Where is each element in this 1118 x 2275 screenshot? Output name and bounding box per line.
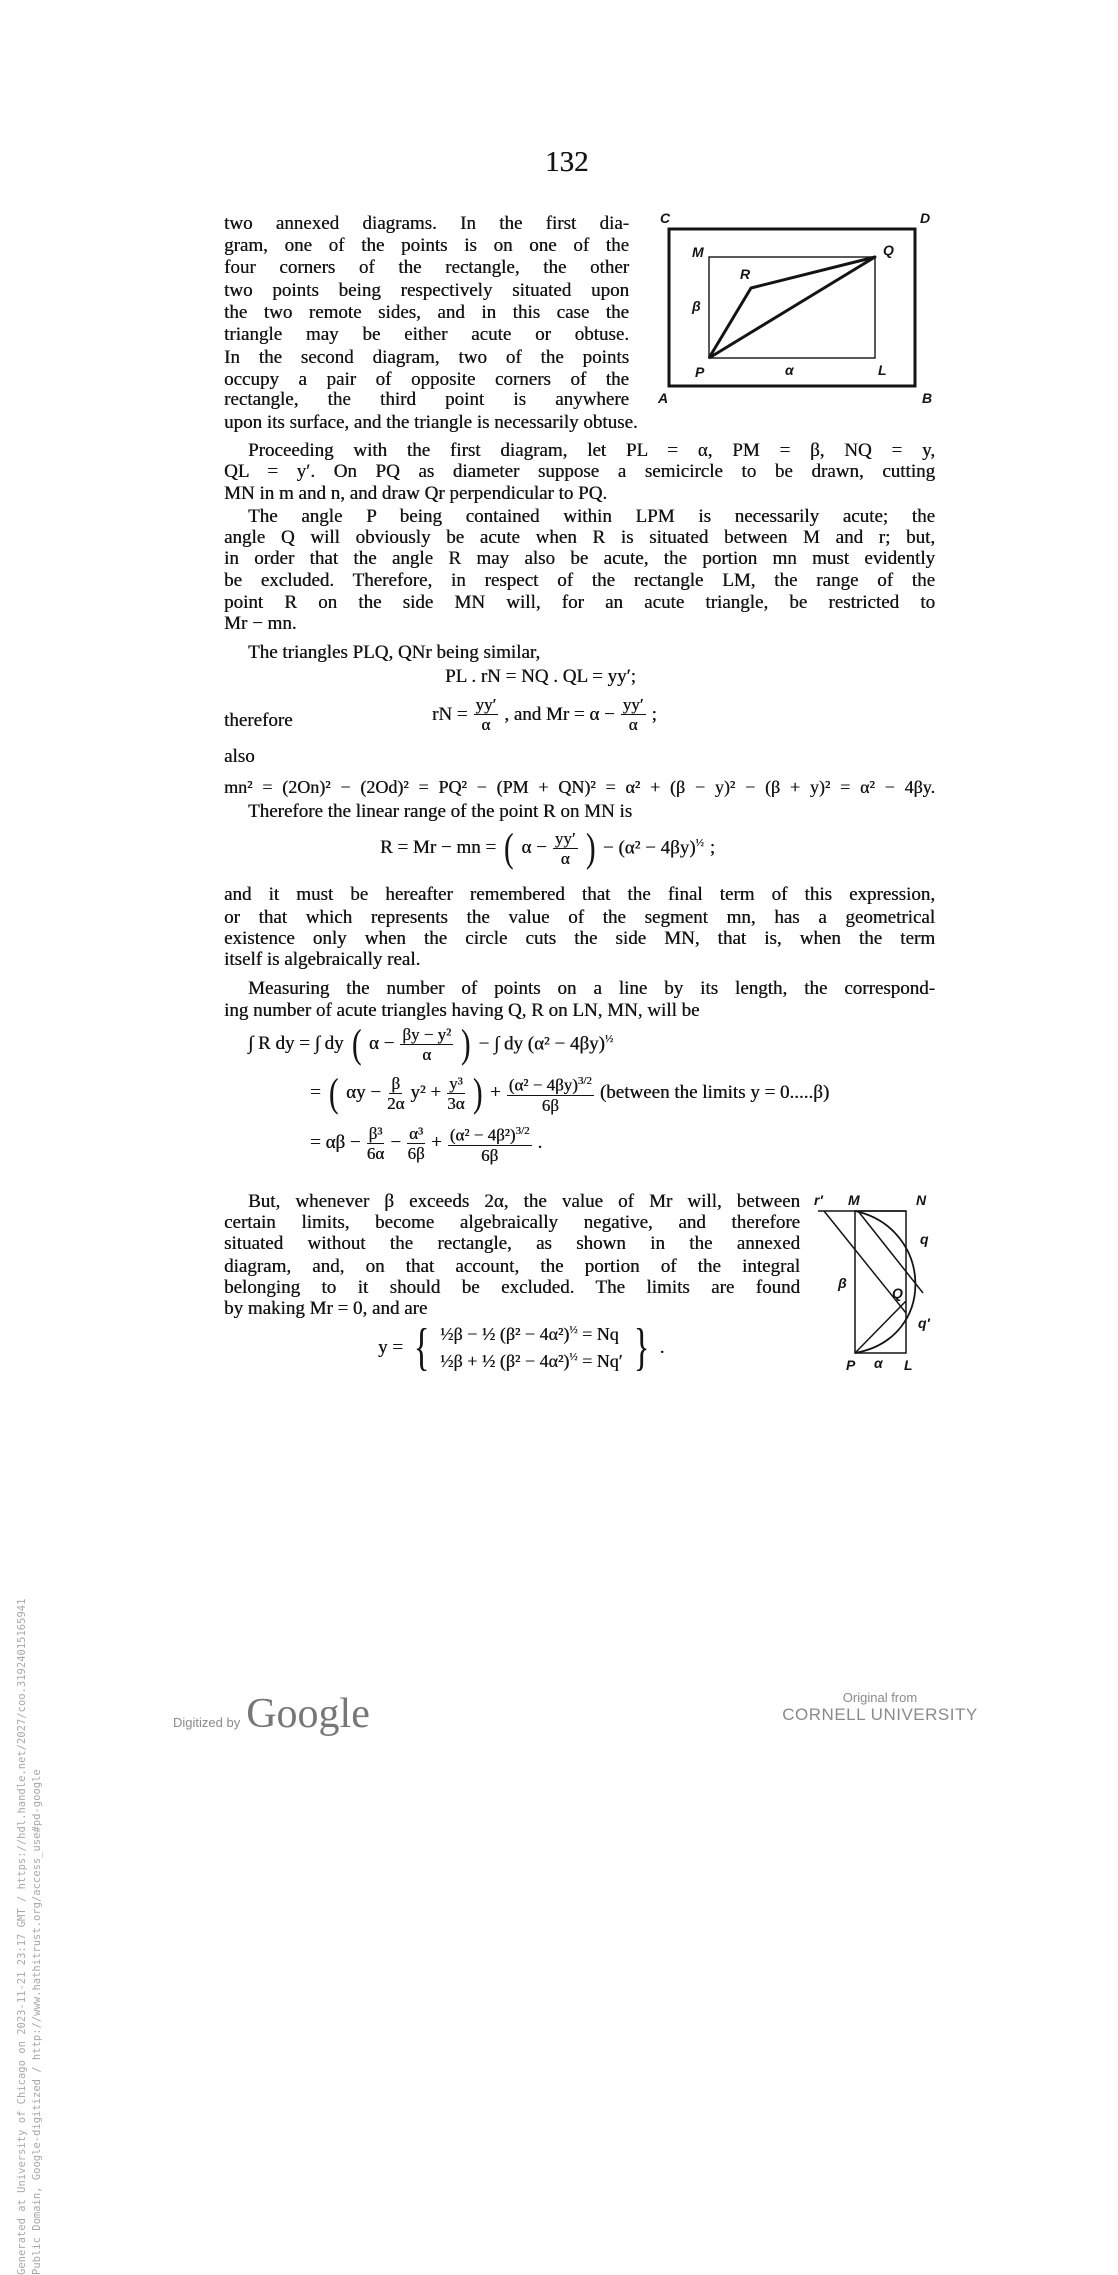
text-line: QL = y′. On PQ as diameter suppose a semicircle to be drawn, cutting — [224, 461, 935, 482]
text-line: and it must be hereafter remembered that the final term of this expression, — [224, 884, 935, 905]
semicircle-diagram — [808, 1188, 948, 1378]
text-line: upon its surface, and the triangle is necessarily obtuse. — [224, 412, 638, 433]
watermark-line: Generated at University of Chicago on 2023-11-21 23:17 GMT / https://hdl.handle.net/2027/coo.31924015165941 — [16, 1598, 28, 2275]
text-line: two points being respectively situated upon — [224, 280, 629, 301]
text-line: by making Mr = 0, and are — [224, 1298, 428, 1319]
text-line: diagram, and, on that account, the portion of the integral — [224, 1256, 800, 1277]
text-line: four corners of the rectangle, the other — [224, 257, 629, 278]
equation-therefore: rN = $\frac{yy'}{\alpha}$ , and Mr = α − $\frac{yy'}{\alpha}$ ; — [432, 695, 657, 734]
equation-integral-1: ∫ R dy = ∫ dy ( α − $\frac{\text{βy − y²}}{\alpha}$ ) − ∫ dy $(\alpha^2 - 4\beta y)^{\frac{1}{2}}$ — [248, 1021, 614, 1066]
text-line: existence only when the circle cuts the side MN, that is, when the term — [224, 928, 935, 949]
text-line: itself is algebraically real. — [224, 949, 421, 970]
text-line: the two remote sides, and in this case the — [224, 302, 629, 323]
equation-integral-2: = ( αy − $\frac{\beta}{2\alpha}$ y² + $\frac{\text{y³}}{3\alpha}$ ) + $\frac{(\alpha^2 - 4\beta y)^{3/2}}{6\beta}$ (between the limits y = 0.....β) — [310, 1070, 830, 1116]
label-Q: Q — [892, 1285, 903, 1301]
digitized-by-google — [173, 1690, 370, 1738]
text-line: be excluded. Therefore, in respect of the rectangle LM, the range of the — [224, 570, 935, 591]
text-line: Therefore the linear range of the point R on MN is — [248, 801, 633, 822]
text-line: MN in m and n, and draw Qr perpendicular to PQ. — [224, 483, 608, 504]
line-M — [858, 1211, 923, 1293]
text-line: point R on the side MN will, for an acute triangle, be restricted to — [224, 592, 935, 613]
text-line: Measuring the number of points on a line by its length, the correspond- — [248, 978, 935, 999]
equation-similar: PL . rN = NQ . QL = yy′; — [445, 666, 636, 687]
text-line: occupy a pair of opposite corners of the — [224, 369, 629, 390]
text-line: But, whenever β exceeds 2α, the value of Mr will, between — [248, 1191, 800, 1212]
triangle-PRQ — [709, 257, 875, 358]
original-source — [730, 1690, 1030, 1725]
digitized-by-label: Digitized by — [173, 1715, 241, 1730]
label-B: B — [922, 390, 933, 406]
text-line: belonging to it should be excluded. The limits are found — [224, 1277, 800, 1298]
text-line: rectangle, the third point is anywhere — [224, 389, 629, 410]
equation-integral-3: = αβ − $\frac{\text{β³}}{6\alpha}$ − $\frac{\text{α³}}{6\beta}$ + $\frac{(\alpha^2 - 4\beta^2)^{3/2}}{6\beta}$ . — [310, 1123, 543, 1165]
text-line: situated without the rectangle, as shown in the annexed — [224, 1233, 800, 1254]
label-beta: β — [692, 298, 701, 314]
equation-limits: y = { ½β − ½ $(\beta^2 - 4\alpha^2)^{\frac{1}{2}} = Nq$ ½β + ½ $(\beta^2 - 4\alpha^2)^{\frac{1}{2}} = Nq'$ } . — [378, 1319, 665, 1376]
institution-name: CORNELL UNIVERSITY — [782, 1705, 978, 1724]
label-L: L — [904, 1357, 913, 1373]
text-line: In the second diagram, two of the points — [224, 347, 629, 368]
label-alpha: α — [785, 362, 794, 378]
also-label: also — [224, 746, 255, 767]
text-line: The triangles PLQ, QNr being similar, — [248, 642, 541, 663]
text-line: in order that the angle R may also be acute, the portion mn must evidently — [224, 548, 935, 569]
label-N: N — [916, 1192, 927, 1208]
label-L: L — [878, 362, 887, 378]
text-line: triangle may be either acute or obtuse. — [224, 324, 629, 345]
label-D: D — [920, 210, 931, 226]
label-P: P — [695, 364, 705, 380]
equation-R: R = Mr − mn = ( α − $\frac{yy'}{\alpha}$ ) − $(\alpha^2 - 4\beta y)^{\frac{1}{2}}$ ; — [380, 825, 716, 870]
equation-mn: mn² = (2On)² − (2Od)² = PQ² − (PM + QN)² = α² + (β − y)² − (β + y)² = α² − 4βy. — [224, 777, 935, 797]
page-number: 132 — [545, 146, 589, 178]
label-M: M — [692, 244, 704, 260]
text-line: The angle P being contained within LPM is necessarily acute; the — [248, 506, 935, 527]
text-line: angle Q will obviously be acute when R is situated between M and r; but, — [224, 527, 935, 548]
label-alpha: α — [874, 1355, 883, 1371]
watermark-line: Public Domain, Google-digitized / http://www.hathitrust.org/access_use#pd-google — [31, 1769, 43, 2275]
label-Q: Q — [883, 242, 894, 258]
rectangle-triangle-diagram — [640, 205, 940, 415]
label-P: P — [846, 1357, 856, 1373]
hathitrust-watermark — [15, 515, 45, 2275]
original-from-label: Original from — [842, 1690, 918, 1705]
label-M: M — [848, 1192, 860, 1208]
therefore-label: therefore — [224, 710, 293, 731]
label-C: C — [660, 210, 671, 226]
label-A: A — [658, 390, 669, 406]
text-line: certain limits, become algebraically negative, and therefore — [224, 1212, 800, 1233]
text-line: Mr − mn. — [224, 613, 297, 634]
text-line: two annexed diagrams. In the first dia- — [224, 213, 629, 234]
label-r-prime: r′ — [814, 1192, 823, 1208]
google-logo: Google — [246, 1691, 370, 1737]
text-line: ing number of acute triangles having Q, R on LN, MN, will be — [224, 1000, 700, 1021]
text-line: gram, one of the points is on one of the — [224, 235, 629, 256]
label-R: R — [740, 266, 751, 282]
label-q-prime: q′ — [918, 1315, 930, 1331]
label-q: q — [920, 1231, 929, 1247]
text-line: Proceeding with the first diagram, let PL = α, PM = β, NQ = y, — [248, 440, 935, 461]
text-line: or that which represents the value of the segment mn, has a geometrical — [224, 907, 935, 928]
label-beta: β — [838, 1275, 847, 1291]
